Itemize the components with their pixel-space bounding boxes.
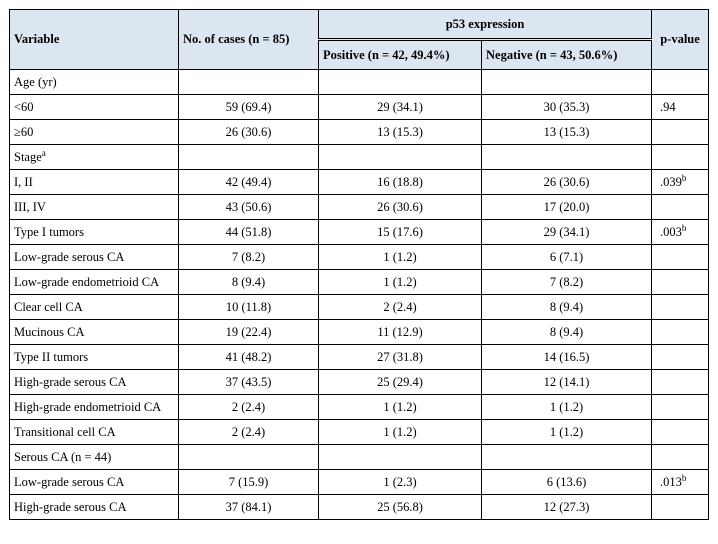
cell-p-value [652,145,709,170]
row-label-text: High-grade serous CA [14,499,127,514]
cell-cases: 37 (43.5) [179,370,319,395]
table-row [10,95,709,120]
table-row [10,295,709,320]
row-label [10,370,179,395]
table-row [10,270,709,295]
cell-positive [319,70,482,95]
table-row [10,245,709,270]
row-label [10,70,179,95]
cell-p-value [652,470,709,495]
table-row [10,495,709,520]
header-p-value: p-value [652,10,709,70]
header-row [10,10,709,40]
row-label [10,220,179,245]
row-label-text: High-grade endometrioid CA [14,399,162,414]
cell-p-value [652,295,709,320]
row-label-text: Type II tumors [14,349,89,364]
cell-cases [179,70,319,95]
cell-p-value [652,345,709,370]
cell-negative [482,445,652,470]
row-label-text: Low-grade serous CA [14,474,125,489]
table-row [10,70,709,95]
cell-p-value [652,445,709,470]
cell-p-value [652,320,709,345]
cell-p-value [652,270,709,295]
row-label [10,420,179,445]
cell-positive [319,445,482,470]
footnote-marker: a [41,147,46,158]
row-label-text: Transitional cell CA [14,424,116,439]
p-value-text: .94 [660,99,676,114]
table-row [10,395,709,420]
p-value-text: .039 [660,174,682,189]
cell-cases: 10 (11.8) [179,295,319,320]
cell-p-value [652,220,709,245]
cell-positive: 27 (31.8) [319,345,482,370]
cell-positive: 1 (1.2) [319,270,482,295]
table-row [10,220,709,245]
row-label-text: Stage [14,149,42,164]
row-label [10,245,179,270]
cell-positive: 2 (2.4) [319,295,482,320]
cell-p-value [652,245,709,270]
cell-positive: 1 (1.2) [319,395,482,420]
row-label-text: Serous CA (n = 44) [14,449,112,464]
cell-negative: 7 (8.2) [482,270,652,295]
cell-cases: 37 (84.1) [179,495,319,520]
row-label-text: Mucinous CA [14,324,85,339]
row-label [10,395,179,420]
table-row [10,120,709,145]
cell-negative [482,145,652,170]
cell-cases: 7 (15.9) [179,470,319,495]
cell-cases: 19 (22.4) [179,320,319,345]
cell-negative: 6 (7.1) [482,245,652,270]
cell-p-value [652,70,709,95]
row-label-text: I, II [14,174,33,189]
row-label [10,345,179,370]
footnote-marker: b [681,472,687,483]
cell-negative: 14 (16.5) [482,345,652,370]
cell-p-value [652,420,709,445]
p-value-text: .013 [660,474,682,489]
row-label [10,195,179,220]
row-label [10,445,179,470]
cell-p-value [652,120,709,145]
cell-positive: 25 (29.4) [319,370,482,395]
cell-negative: 1 (1.2) [482,420,652,445]
row-label-text: Clear cell CA [14,299,83,314]
cell-cases: 2 (2.4) [179,395,319,420]
table-row [10,445,709,470]
cell-negative: 26 (30.6) [482,170,652,195]
cell-positive: 16 (18.8) [319,170,482,195]
row-label [10,495,179,520]
cell-p-value [652,195,709,220]
cell-negative: 30 (35.3) [482,95,652,120]
row-label-text: III, IV [14,199,46,214]
row-label [10,170,179,195]
footnote-marker: b [681,172,687,183]
cell-cases: 26 (30.6) [179,120,319,145]
row-label-text: Age (yr) [14,74,57,89]
header-variable: Variable [10,10,179,70]
header-cases: No. of cases (n = 85) [179,10,319,70]
table-row [10,345,709,370]
cell-negative: 13 (15.3) [482,120,652,145]
table-row [10,195,709,220]
cell-cases: 59 (69.4) [179,95,319,120]
cell-cases: 8 (9.4) [179,270,319,295]
cell-cases: 2 (2.4) [179,420,319,445]
cell-negative: 8 (9.4) [482,295,652,320]
cell-positive: 25 (56.8) [319,495,482,520]
cell-p-value [652,95,709,120]
cell-p-value [652,495,709,520]
cell-cases: 44 (51.8) [179,220,319,245]
cell-negative: 12 (27.3) [482,495,652,520]
row-label [10,470,179,495]
row-label-text: Low-grade serous CA [14,249,125,264]
cell-positive: 15 (17.6) [319,220,482,245]
row-label-text: Type I tumors [14,224,84,239]
table-row [10,370,709,395]
cell-cases: 42 (49.4) [179,170,319,195]
cell-positive: 26 (30.6) [319,195,482,220]
row-label [10,295,179,320]
row-label-text: Low-grade endometrioid CA [14,274,160,289]
cell-positive: 29 (34.1) [319,95,482,120]
cell-negative: 8 (9.4) [482,320,652,345]
cell-cases: 43 (50.6) [179,195,319,220]
cell-positive [319,145,482,170]
cell-negative: 17 (20.0) [482,195,652,220]
cell-cases: 7 (8.2) [179,245,319,270]
cell-positive: 11 (12.9) [319,320,482,345]
table-row [10,420,709,445]
table-row [10,170,709,195]
row-label [10,120,179,145]
cell-p-value [652,170,709,195]
row-label [10,145,179,170]
cell-negative [482,70,652,95]
row-label-text: <60 [14,99,34,114]
row-label-text: ≥60 [14,124,34,139]
footnote-marker: b [681,222,687,233]
table-body [10,70,709,520]
cell-cases [179,445,319,470]
header-positive: Positive (n = 42, 49.4%) [319,40,482,70]
cell-cases [179,145,319,170]
cell-positive: 13 (15.3) [319,120,482,145]
cell-positive: 1 (1.2) [319,420,482,445]
cell-cases: 41 (48.2) [179,345,319,370]
p53-expression-table [9,9,709,520]
cell-p-value [652,370,709,395]
cell-negative: 12 (14.1) [482,370,652,395]
row-label-text: High-grade serous CA [14,374,127,389]
row-label [10,95,179,120]
table-row [10,320,709,345]
table-row [10,470,709,495]
p53-expression-table-container [9,9,709,520]
cell-negative: 29 (34.1) [482,220,652,245]
cell-positive: 1 (2.3) [319,470,482,495]
cell-positive: 1 (1.2) [319,245,482,270]
cell-p-value [652,395,709,420]
header-negative: Negative (n = 43, 50.6%) [482,40,652,70]
row-label [10,270,179,295]
cell-negative: 1 (1.2) [482,395,652,420]
p-value-text: .003 [660,224,682,239]
row-label [10,320,179,345]
cell-negative: 6 (13.6) [482,470,652,495]
table-row [10,145,709,170]
header-p53-expression: p53 expression [319,10,652,40]
